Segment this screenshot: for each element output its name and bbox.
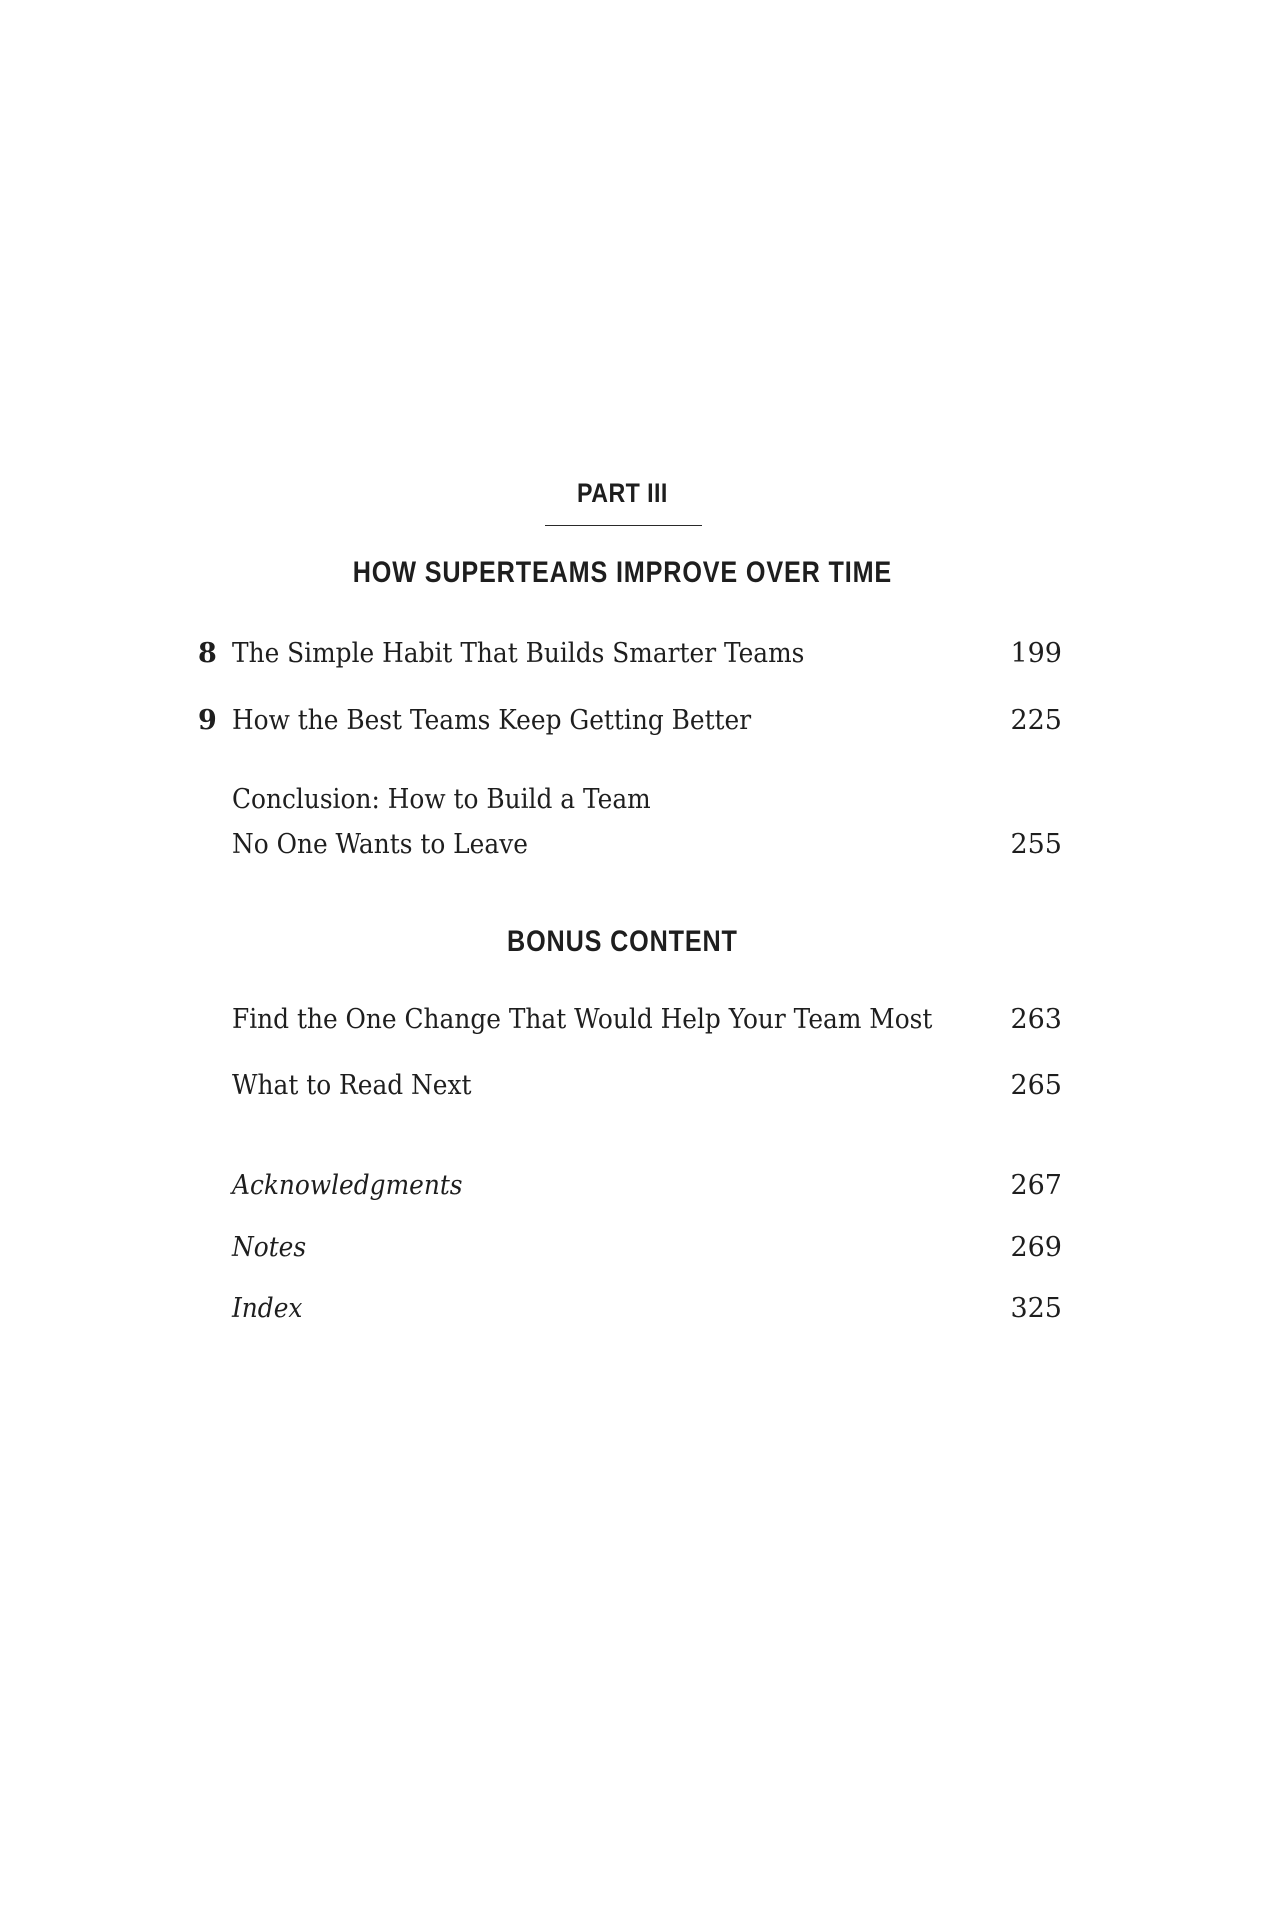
back-matter-title: Acknowledgments	[232, 1170, 463, 1201]
part-divider	[545, 525, 702, 526]
page-number: 267	[1010, 1170, 1062, 1201]
back-matter-title: Index	[232, 1293, 303, 1324]
conclusion-title	[232, 777, 651, 867]
page-number: 325	[1010, 1293, 1062, 1324]
page-number: 265	[1010, 1070, 1062, 1101]
chapter-number: 8	[198, 638, 217, 669]
page-number: 255	[1010, 829, 1062, 860]
page-number: 199	[1010, 638, 1062, 669]
part-heading: HOW SUPERTEAMS IMPROVE OVER TIME	[352, 556, 893, 589]
part-label: PART III	[577, 478, 668, 508]
page-number: 263	[1010, 1004, 1062, 1035]
bonus-entry-title: Find the One Change That Would Help Your Team Most	[232, 1004, 933, 1035]
chapter-title: The Simple Habit That Builds Smarter Teams	[232, 638, 805, 669]
page-number: 225	[1010, 705, 1062, 736]
conclusion-title-line-1: Conclusion: How to Build a Team	[232, 784, 651, 815]
page-number: 269	[1010, 1232, 1062, 1263]
bonus-heading: BONUS CONTENT	[507, 925, 738, 958]
chapter-number: 9	[198, 705, 217, 736]
bonus-entry-title: What to Read Next	[232, 1070, 472, 1101]
back-matter-title: Notes	[232, 1232, 307, 1263]
chapter-title: How the Best Teams Keep Getting Better	[232, 705, 752, 736]
conclusion-title-line-2: No One Wants to Leave	[232, 829, 528, 860]
